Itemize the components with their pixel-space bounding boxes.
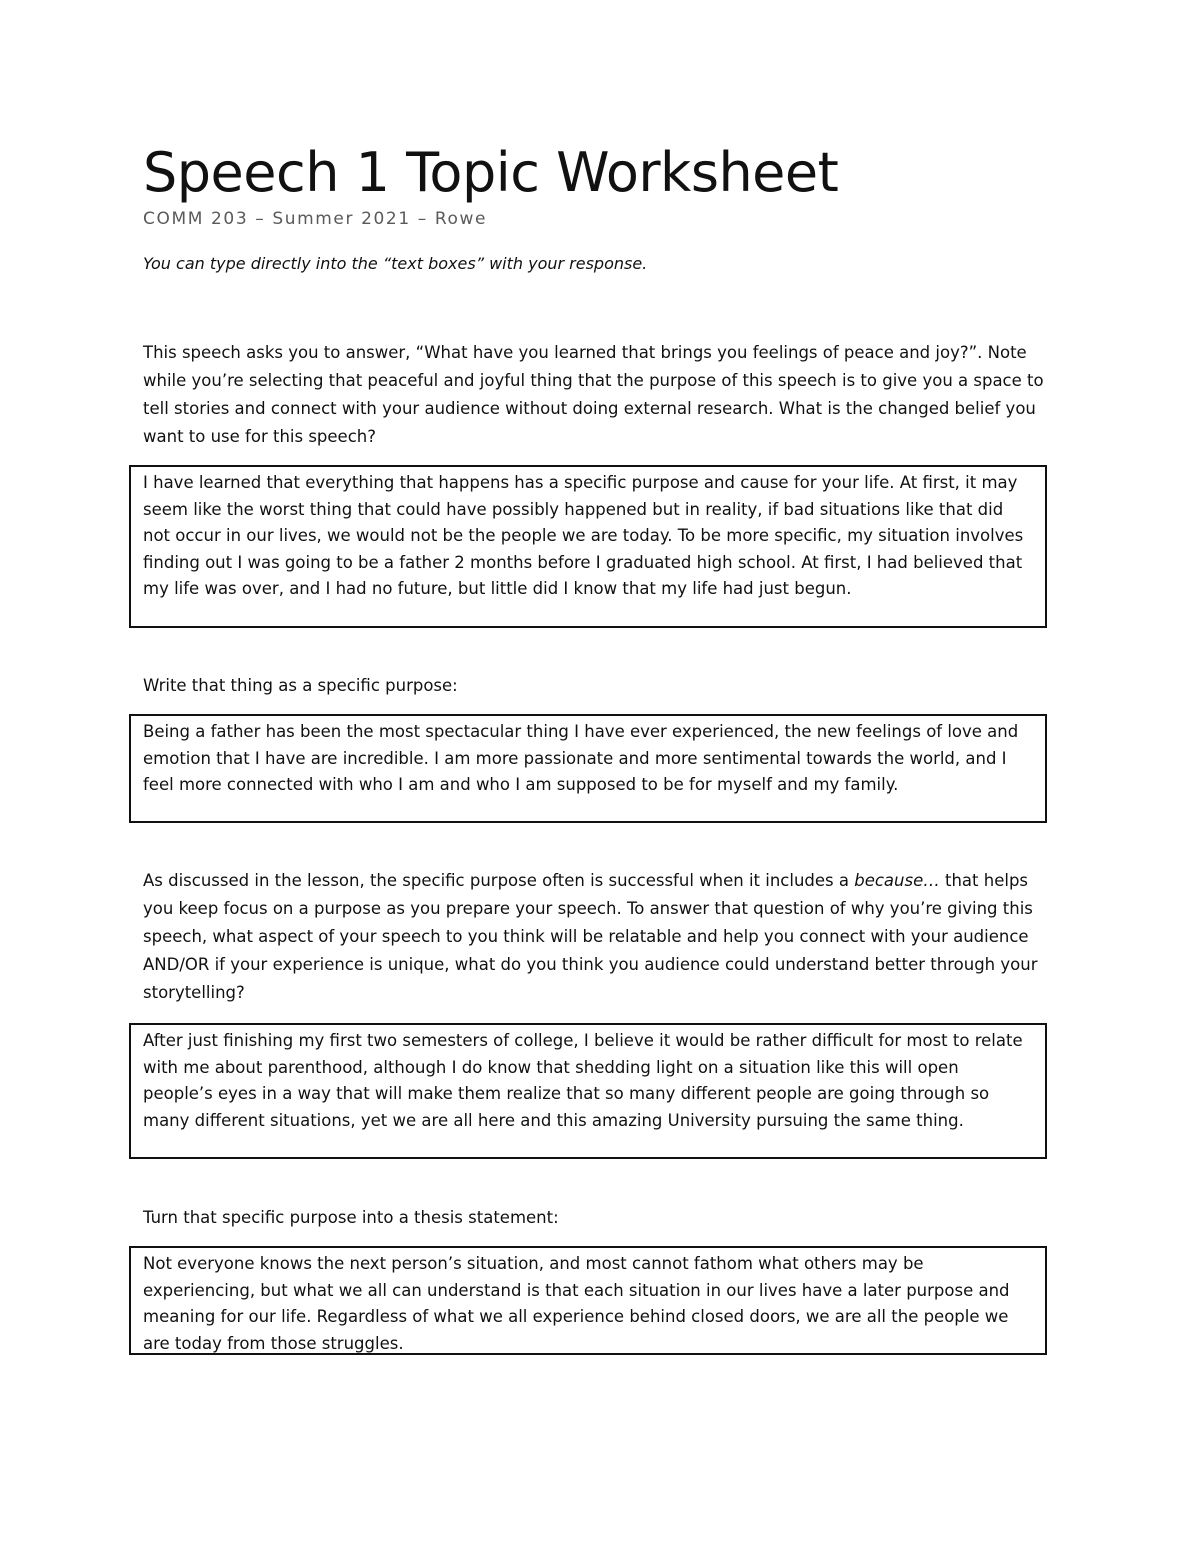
answer-box-relatable-aspect[interactable]: After just finishing my first two semesters of college, I believe it would be rather difficult for most to relate with me about parenthood, although I do know that shedding light on a situation like this will open people’s eyes in a way that will make them realize that so many different people are going through so many different situations, yet we are all here and this amazing University pursuing the same thing. xyxy=(129,1023,1047,1159)
prompt-specific-purpose: Write that thing as a specific purpose: xyxy=(143,676,458,695)
prompt-thesis-statement: Turn that specific purpose into a thesis statement: xyxy=(143,1208,559,1227)
page-title: Speech 1 Topic Worksheet xyxy=(143,141,839,204)
prompt-changed-belief: This speech asks you to answer, “What have you learned that brings you feelings of peace and joy?”. Note while you’re selecting that peaceful and joyful thing that the purpose of this speech is to give you a space to tell stories and connect with your audience without doing external research. What is the changed belief you want to use for this speech? xyxy=(143,343,1044,446)
prompt-relatable-aspect xyxy=(143,867,1063,1007)
instruction-text: You can type directly into the “text boxes” with your response. xyxy=(143,254,648,273)
prompt-relatable-aspect-after: that helps you keep focus on a purpose as you prepare your speech. To answer that question of why you’re giving this speech, what aspect of your speech to you think will be relatable and help you connect with your audience AND/OR if your experience is unique, what do you think you audience could understand better through your storytelling? xyxy=(143,871,1038,1002)
prompt-relatable-aspect-before: As discussed in the lesson, the specific purpose often is successful when it includes a xyxy=(143,871,855,890)
prompt-because-emphasis: because… xyxy=(854,871,940,890)
answer-box-thesis-statement[interactable]: Not everyone knows the next person’s situation, and most cannot fathom what others may be experiencing, but what we all can understand is that each situation in our lives have a later purpose and meaning for our life. Regardless of what we all experience behind closed doors, we are all the people we are today from those struggles. xyxy=(129,1246,1047,1355)
answer-box-changed-belief[interactable]: I have learned that everything that happens has a specific purpose and cause for your life. At first, it may seem like the worst thing that could have possibly happened but in reality, if bad situations like that did not occur in our lives, we would not be the people we are today. To be more specific, my situation involves finding out I was going to be a father 2 months before I graduated high school. At first, I had believed that my life was over, and I had no future, but little did I know that my life had just begun. xyxy=(129,465,1047,628)
course-subtitle: COMM 203 – Summer 2021 – Rowe xyxy=(143,209,488,229)
answer-box-specific-purpose[interactable]: Being a father has been the most spectacular thing I have ever experienced, the new feelings of love and emotion that I have are incredible. I am more passionate and more sentimental towards the world, and I feel more connected with who I am and who I am supposed to be for myself and my family. xyxy=(129,714,1047,823)
